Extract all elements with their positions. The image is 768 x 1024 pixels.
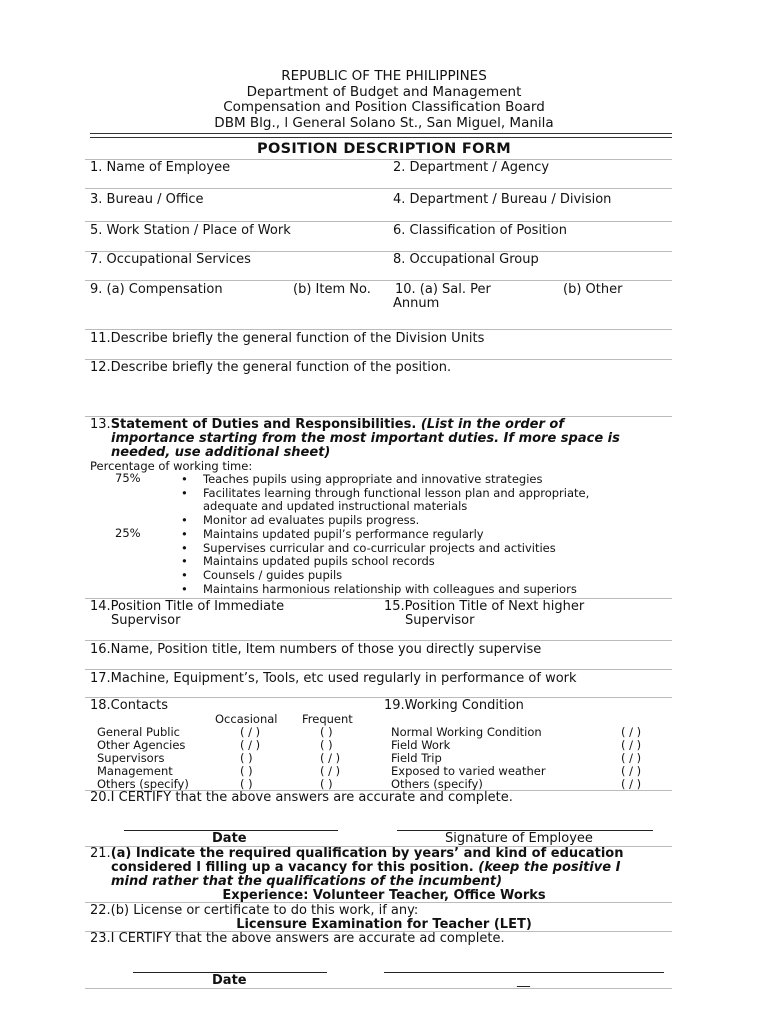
license-answer[interactable]: Licensure Examination for Teacher (LET) bbox=[236, 917, 532, 932]
working-condition-label: Normal Working Condition bbox=[391, 725, 542, 739]
working-condition-title: 19.Working Condition bbox=[384, 698, 524, 713]
working-condition-mark[interactable]: ( / ) bbox=[621, 764, 642, 778]
contact-frequent-mark[interactable]: ( / ) bbox=[320, 751, 341, 765]
contact-occasional-mark[interactable]: ( ) bbox=[240, 777, 253, 791]
field-work-station[interactable]: 5. Work Station / Place of Work bbox=[90, 223, 291, 238]
working-condition-label: Field Work bbox=[391, 738, 451, 752]
percentage-75: 75% bbox=[115, 471, 141, 485]
date-label-2: Date bbox=[212, 973, 247, 988]
field-department-agency[interactable]: 2. Department / Agency bbox=[393, 160, 550, 175]
divider bbox=[85, 988, 672, 989]
field-immediate-supervisor[interactable]: 14.Position Title of Immediate bbox=[90, 599, 285, 614]
field-division-function[interactable]: 11.Describe briefly the general function of the Division Units bbox=[90, 331, 485, 346]
duty-item: • Maintains updated pupil’s performance regularly bbox=[181, 526, 484, 541]
contact-label: General Public bbox=[97, 725, 181, 739]
duty-item-cont: adequate and updated instructional materials bbox=[203, 499, 468, 514]
contact-frequent-mark[interactable]: ( ) bbox=[320, 738, 333, 752]
field-department-bureau-division[interactable]: 4. Department / Bureau / Division bbox=[393, 192, 612, 207]
duty-item: • Teaches pupils using appropriate and innovative strategies bbox=[181, 472, 543, 486]
field-salary-per-annum[interactable]: 10. (a) Sal. Per bbox=[395, 282, 491, 297]
field-name-of-employee[interactable]: 1. Name of Employee bbox=[90, 160, 231, 175]
contact-label: Other Agencies bbox=[97, 738, 186, 752]
contact-occasional-mark[interactable]: ( / ) bbox=[240, 738, 261, 752]
percentage-25: 25% bbox=[115, 526, 141, 540]
divider bbox=[85, 221, 672, 222]
duty-item: • Facilitates learning through functional lesson plan and appropriate, bbox=[181, 485, 590, 500]
field-next-higher-supervisor-cont: Supervisor bbox=[405, 613, 475, 628]
working-condition-label: Exposed to varied weather bbox=[391, 764, 546, 778]
header-divider bbox=[90, 133, 672, 138]
field-direct-supervisees[interactable]: 16.Name, Position title, Item numbers of those you directly supervise bbox=[90, 642, 542, 657]
certify-statement: 20.I CERTIFY that the above answers are accurate and complete. bbox=[90, 790, 513, 805]
divider bbox=[85, 669, 672, 670]
field-next-higher-supervisor[interactable]: 15.Position Title of Next higher bbox=[384, 599, 585, 614]
header-republic: REPUBLIC OF THE PHILIPPINES bbox=[281, 68, 487, 84]
contact-frequent-mark[interactable]: ( / ) bbox=[320, 764, 341, 778]
qualification-question: 21.(a) Indicate the required qualification by years’ and kind of education bbox=[90, 846, 624, 861]
divider bbox=[85, 188, 672, 189]
duty-item: • Maintains updated pupils school records bbox=[181, 554, 435, 569]
working-condition-label: Field Trip bbox=[391, 751, 442, 765]
signature-label: Signature of Employee bbox=[445, 831, 593, 846]
contact-label: Others (specify) bbox=[97, 777, 189, 791]
duty-item: • Monitor ad evaluates pupils progress. bbox=[181, 513, 420, 528]
field-machines-equipment[interactable]: 17.Machine, Equipment’s, Tools, etc used regularly in performance of work bbox=[90, 671, 577, 686]
field-salary-per-annum-cont: Annum bbox=[393, 296, 440, 311]
qualification-answer[interactable]: Experience: Volunteer Teacher, Office Works bbox=[222, 888, 546, 903]
contact-frequent-mark[interactable]: ( ) bbox=[320, 725, 333, 739]
working-condition-mark[interactable]: ( / ) bbox=[621, 725, 642, 739]
field-occupational-services[interactable]: 7. Occupational Services bbox=[90, 252, 251, 267]
working-condition-mark[interactable]: ( / ) bbox=[621, 777, 642, 791]
section13-heading: 13.Statement of Duties and Responsibilities. (List in the order of bbox=[90, 417, 565, 432]
contacts-title: 18.Contacts bbox=[90, 698, 169, 713]
contacts-col-occasional: Occasional bbox=[215, 712, 278, 726]
field-position-function[interactable]: 12.Describe briefly the general function of the position. bbox=[90, 360, 452, 375]
field-other[interactable]: (b) Other bbox=[563, 282, 623, 297]
divider bbox=[85, 280, 672, 281]
field-immediate-supervisor-cont: Supervisor bbox=[111, 613, 181, 628]
section13-note: needed, use additional sheet) bbox=[111, 445, 331, 460]
field-bureau-office[interactable]: 3. Bureau / Office bbox=[90, 192, 204, 207]
form-title: POSITION DESCRIPTION FORM bbox=[257, 141, 511, 157]
section13-note: importance starting from the most important duties. If more space is bbox=[111, 431, 620, 446]
qualification-question-note: mind rather that the qualifications of the incumbent) bbox=[111, 874, 503, 889]
working-condition-label: Others (specify) bbox=[391, 777, 483, 791]
divider bbox=[85, 329, 672, 330]
duty-item: • Maintains harmonious relationship with colleagues and superiors bbox=[181, 581, 577, 596]
contact-label: Management bbox=[97, 764, 173, 778]
contact-frequent-mark[interactable]: ( ) bbox=[320, 777, 333, 791]
divider bbox=[85, 640, 672, 641]
certify-statement-2: 23.I CERTIFY that the above answers are accurate ad complete. bbox=[90, 931, 505, 946]
field-occupational-group[interactable]: 8. Occupational Group bbox=[393, 252, 539, 267]
field-compensation[interactable]: 9. (a) Compensation bbox=[90, 282, 223, 297]
divider bbox=[85, 697, 672, 698]
contact-occasional-mark[interactable]: ( / ) bbox=[240, 725, 261, 739]
header-board: Compensation and Position Classification Board bbox=[223, 99, 545, 115]
working-condition-mark[interactable]: ( / ) bbox=[621, 738, 642, 752]
duty-item: • Counsels / guides pupils bbox=[181, 567, 343, 582]
license-question: 22.(b) License or certificate to do this work, if any: bbox=[90, 903, 419, 918]
contact-occasional-mark[interactable]: ( ) bbox=[240, 751, 253, 765]
contact-label: Supervisors bbox=[97, 751, 165, 765]
signature-mark: __ bbox=[517, 973, 530, 988]
header-address: DBM Blg., l General Solano St., San Miguel, Manila bbox=[214, 115, 554, 131]
contact-occasional-mark[interactable]: ( ) bbox=[240, 764, 253, 778]
duties-list bbox=[181, 472, 663, 596]
working-condition-mark[interactable]: ( / ) bbox=[621, 751, 642, 765]
field-classification-of-position[interactable]: 6. Classification of Position bbox=[393, 223, 567, 238]
header-department: Department of Budget and Management bbox=[246, 84, 522, 100]
field-item-no[interactable]: (b) Item No. bbox=[293, 282, 371, 297]
contacts-col-frequent: Frequent bbox=[302, 712, 353, 726]
percentage-label: Percentage of working time: bbox=[90, 459, 253, 473]
qualification-question-cont: considered I filling up a vacancy for this position. (keep the positive I bbox=[111, 860, 621, 875]
date-label: Date bbox=[212, 831, 247, 846]
duty-item: • Supervises curricular and co-curricular projects and activities bbox=[181, 540, 556, 555]
